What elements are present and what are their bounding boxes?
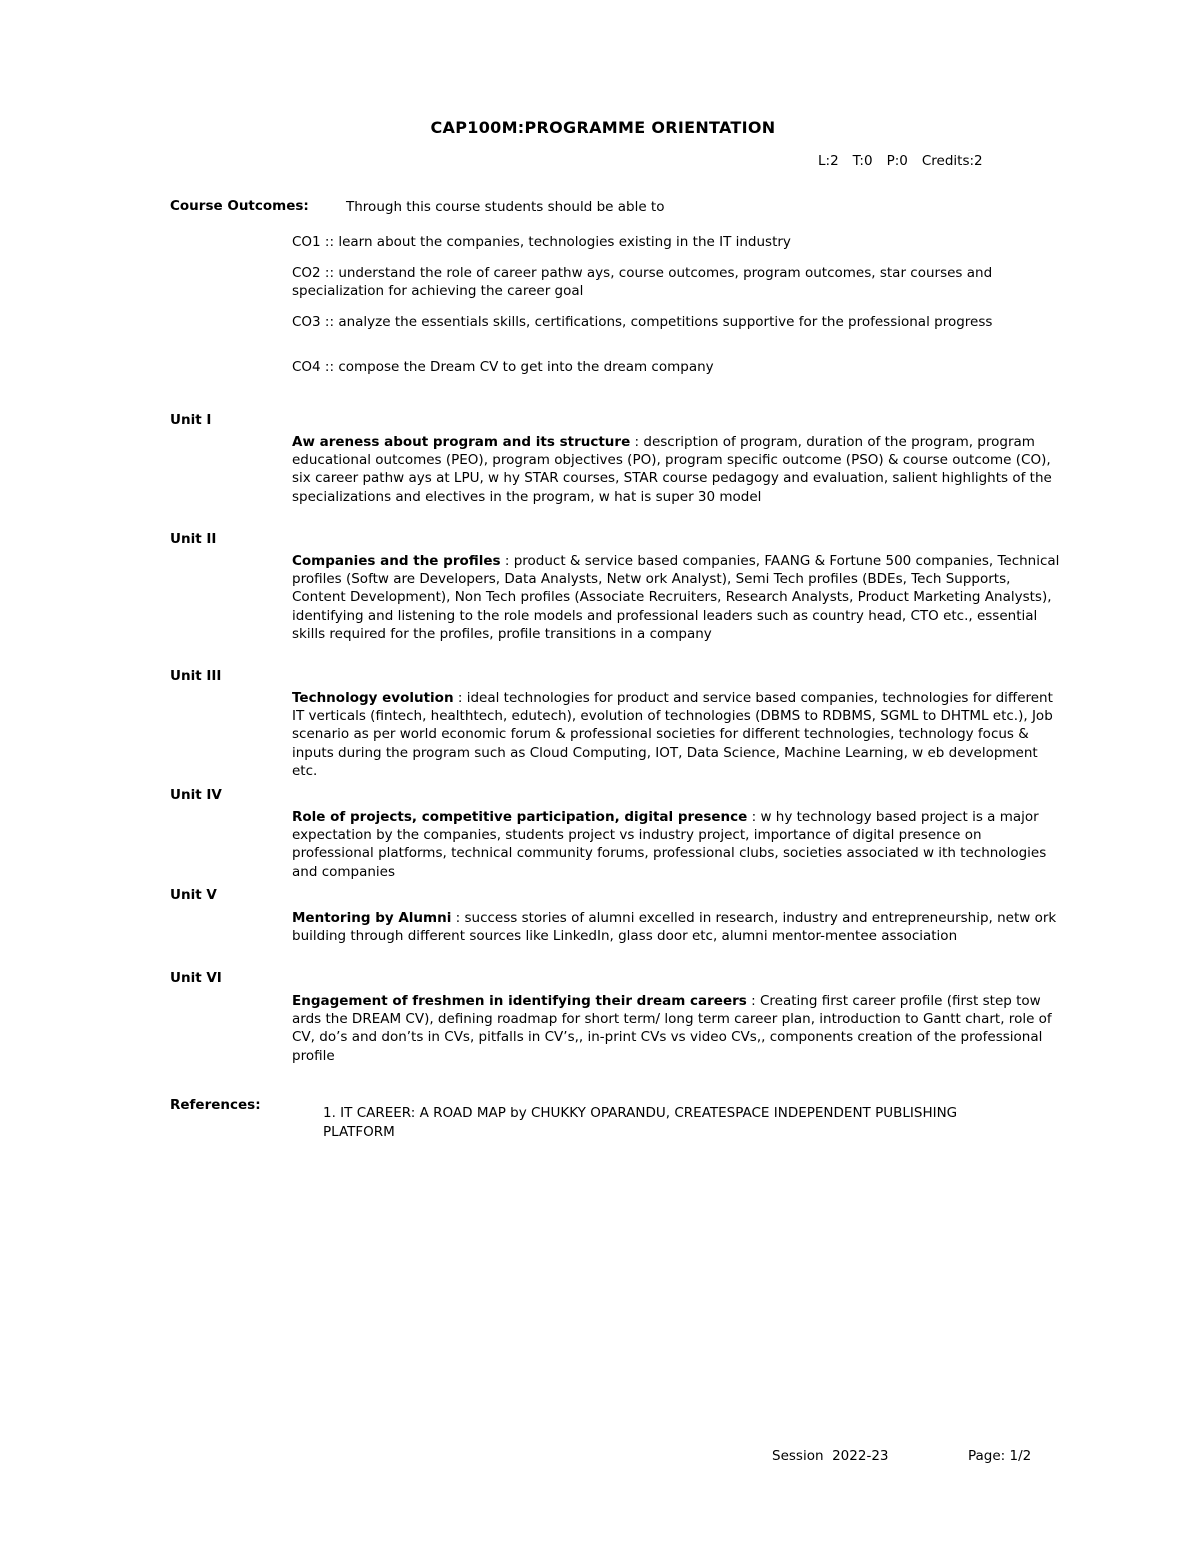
credits-line [818,153,983,169]
unit-separator: : [451,910,465,926]
unit-label: Unit IV [170,787,222,803]
document-title: CAP100M:PROGRAMME ORIENTATION [430,118,776,137]
unit-label: Unit I [170,412,212,428]
unit-label: Unit V [170,887,217,903]
unit-description [292,909,1060,945]
unit-heading: Aw areness about program and its structure [292,434,631,450]
course-outcome-item: CO1 :: learn about the companies, technologies existing in the IT industry [292,234,791,250]
unit-description [292,433,1060,506]
unit-separator: : [500,553,514,569]
unit-label: Unit III [170,668,222,684]
unit-label: Unit VI [170,970,222,986]
unit-text: success stories of alumni excelled in research, industry and entrepreneurship, netw ork building through different sources like LinkedIn, glass door etc, alumni mentor-mentee association [292,910,1057,945]
unit-heading: Technology evolution [292,690,454,706]
practical-hours: P:0 [886,153,908,169]
reference-item: 1. IT CAREER: A ROAD MAP by CHUKKY OPARANDU, CREATESPACE INDEPENDENT PUBLISHING PLATFORM [323,1105,958,1140]
unit-heading: Mentoring by Alumni [292,910,452,926]
footer-page-number: Page: 1/2 [968,1448,1032,1464]
unit-text: Creating first career profile (first step tow ards the DREAM CV), defining roadmap for short term/ long term career plan, introduction to Gantt chart, role of CV, do’s and don’ts in CVs, pitfalls in CV’s,, in-print CVs vs video CVs,, components creation of the professional profile [292,993,1052,1064]
tutorial-hours: T:0 [852,153,873,169]
unit-heading: Role of projects, competitive participation, digital presence [292,809,748,825]
course-outcome-item: CO3 :: analyze the essentials skills, certifications, competitions supportive for the professional progress [292,314,993,330]
unit-separator: : [630,434,644,450]
course-outcomes-label: Course Outcomes: [170,198,309,214]
unit-text: description of program, duration of the program, program educational outcomes (PEO), program objectives (PO), program specific outcome (PSO) & course outcome (CO), six career pathw ays at LPU, w hy STAR courses, STAR course pedagogy and evaluation, salient highlights of the specializations and electives in the program, w hat is super 30 model [292,434,1052,505]
unit-separator: : [453,690,467,706]
course-outcome-item: CO2 :: understand the role of career pathw ays, course outcomes, program outcomes, star courses and specialization for achieving the career goal [292,265,993,299]
footer-session: Session 2022-23 [772,1448,889,1464]
references-label: References: [170,1097,261,1113]
unit-text: ideal technologies for product and service based companies, technologies for different IT verticals (fintech, healthtech, edutech), evolution of technologies (DBMS to RDBMS, SGML to DHTML etc.), Job scenario as per world economic forum & professional societies for different technologies, technology focus & inputs during the program such as Cloud Computing, IOT, Data Science, Machine Learning, w eb development etc. [292,690,1053,779]
unit-description [292,808,1060,881]
unit-text: product & service based companies, FAANG & Fortune 500 companies, Technical profiles (Softw are Developers, Data Analysts, Netw ork Analyst), Semi Tech profiles (BDEs, Tech Supports, Content Development), Non Tech profiles (Associate Recruiters, Research Analysts, Product Marketing Analysts), identifying and listening to the role models and professional leaders such as country head, CTO etc., essential skills required for the profiles, profile transitions in a company [292,553,1060,642]
unit-description [292,992,1060,1065]
unit-text: w hy technology based project is a major expectation by the companies, students project vs industry project, importance of digital presence on professional platforms, technical community forums, professional clubs, societies associated w ith technologies and companies [292,809,1047,880]
credit-count: Credits:2 [921,153,983,169]
unit-label: Unit II [170,531,217,547]
unit-separator: : [747,809,761,825]
course-outcome-item: CO4 :: compose the Dream CV to get into the dream company [292,359,714,375]
unit-heading: Companies and the profiles [292,553,501,569]
unit-description [292,552,1060,643]
lecture-hours: L:2 [818,153,839,169]
unit-heading: Engagement of freshmen in identifying their dream careers [292,993,747,1009]
unit-separator: : [746,993,760,1009]
course-outcomes-intro: Through this course students should be able to [346,199,665,215]
unit-description [292,689,1060,780]
